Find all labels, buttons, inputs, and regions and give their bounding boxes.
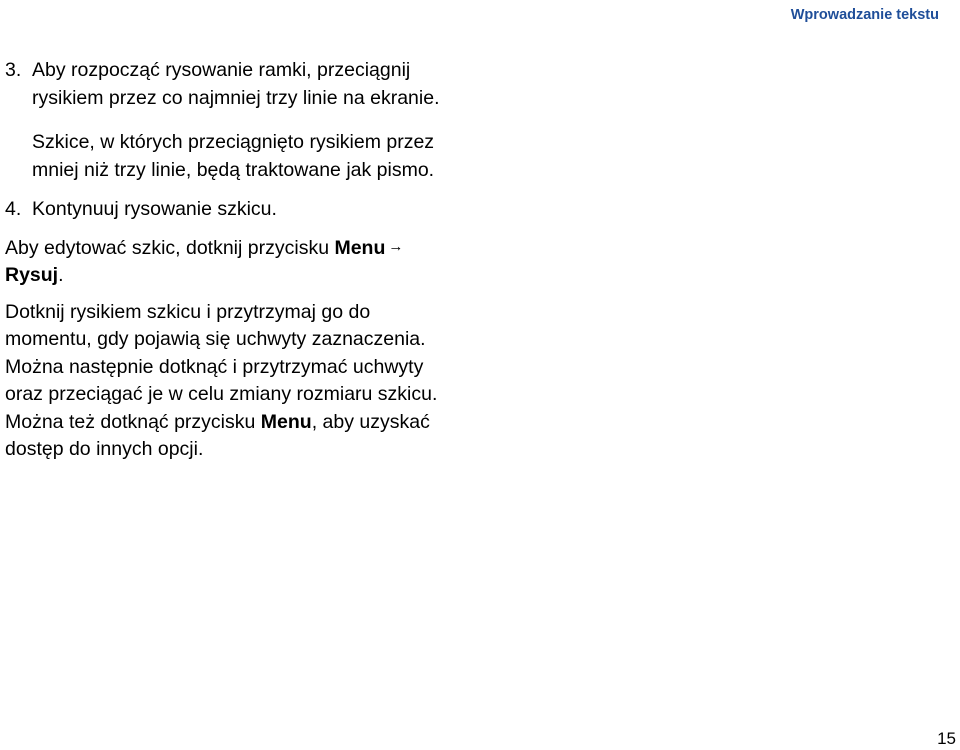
menu-label: Menu [260, 410, 312, 433]
note-paragraph: Szkice, w których przeciągnięto rysikiem przez mniej niż trzy linie, będą traktowane jak pismo. [32, 131, 435, 181]
page-number: 15 [937, 729, 956, 748]
menu-label: Menu [334, 236, 386, 259]
step-text: Kontynuuj rysowanie szkicu. [32, 198, 277, 220]
edit-sketch-paragraph [5, 233, 455, 290]
arrow-right-icon: → [388, 237, 404, 255]
step-3 [5, 57, 455, 112]
step-number: 4. [5, 198, 22, 220]
edit-text-end: . [58, 264, 64, 286]
section-header: Wprowadzanie tekstu [790, 7, 939, 23]
resize-text: Dotknij rysikiem szkicu i przytrzymaj go do momentu, gdy pojawią się uchwyty zaznaczenia. Można następnie dotknąć i przytrzymać uchwyty oraz przeciągać je w celu zmiany rozmiaru szkicu. Można też dotknąć przycisku [5, 300, 438, 433]
resize-sketch-paragraph [5, 299, 455, 464]
edit-text: Aby edytować szkic, dotknij przycisku [5, 236, 335, 259]
resize-text-end: , aby uzyskać dostęp do innych opcji. [5, 410, 430, 460]
step-text: Aby rozpocząć rysowanie ramki, przeciągnij rysikiem przez co najmniej trzy linie na ekranie. [32, 59, 440, 109]
page-content [5, 57, 455, 464]
step-number: 3. [5, 59, 22, 81]
step-4 [5, 196, 455, 224]
draw-label: Rysuj [5, 264, 59, 286]
